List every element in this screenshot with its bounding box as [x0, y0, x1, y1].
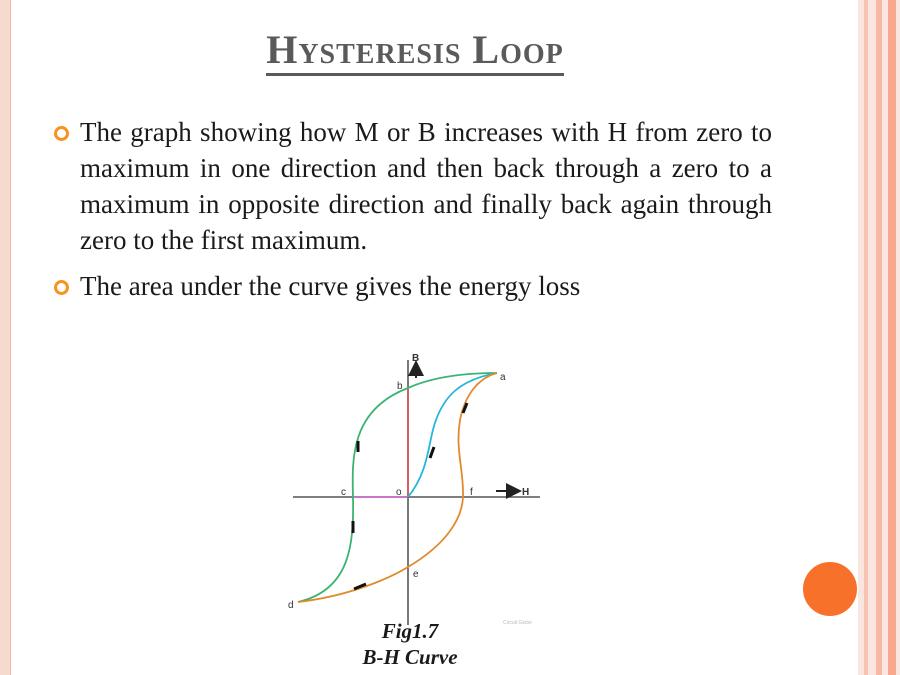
bullet-text: The graph showing how M or B increases with H from zero to maximum in one direction and then back through a zero to a maximum in opposite direction and finally back again through zero to the first maximum.: [80, 117, 772, 255]
figure-caption-number: Fig1.7: [381, 619, 439, 643]
point-label-f: f: [470, 487, 473, 498]
point-label-o: o: [396, 487, 402, 498]
point-label-d: d: [288, 600, 294, 611]
axis-label-h: H: [522, 487, 530, 498]
initial-magnetization-curve: [408, 373, 497, 497]
decorative-orange-circle: [803, 562, 857, 616]
watermark-text: Circuit Globe: [503, 620, 532, 626]
axis-label-b: B: [412, 353, 420, 364]
curve-direction-arrow-icon: [430, 447, 434, 458]
point-label-c: c: [341, 487, 346, 498]
point-label-e: e: [413, 569, 419, 580]
point-label-a: a: [500, 372, 506, 383]
point-label-b: b: [397, 381, 403, 392]
figure-caption-title: B-H Curve: [362, 645, 458, 669]
bullet-text: The area under the curve gives the energy loss: [80, 271, 581, 301]
slide-title-text: Hysteresis Loop: [266, 27, 564, 76]
